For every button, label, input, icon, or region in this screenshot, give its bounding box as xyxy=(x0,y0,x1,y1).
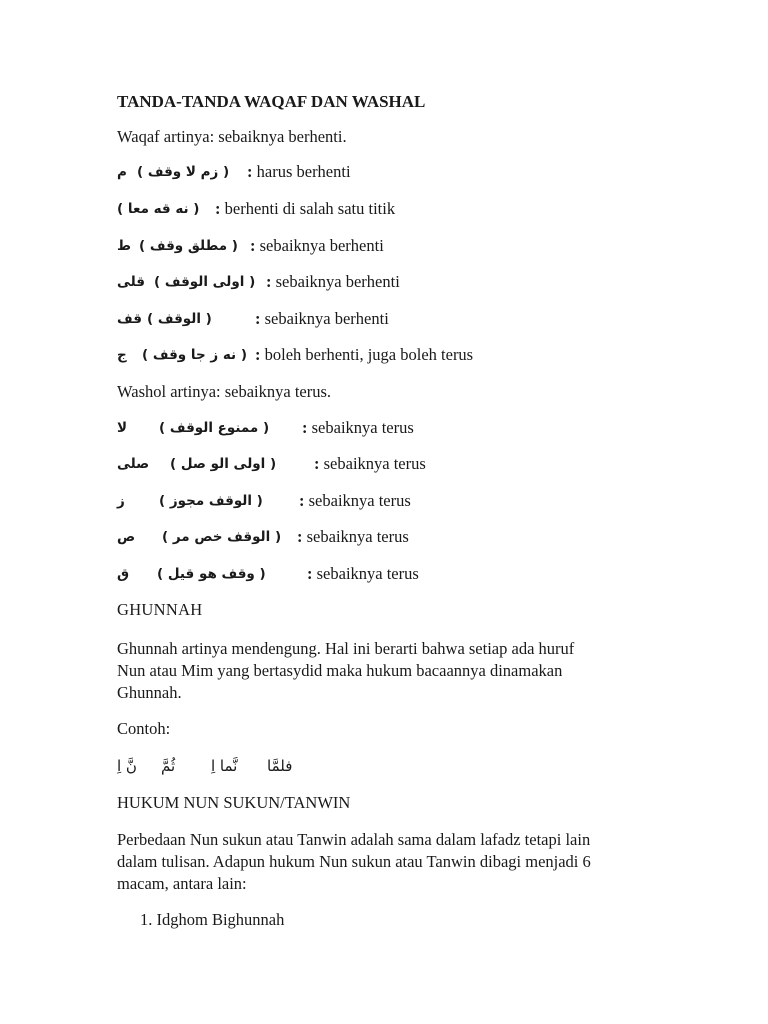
waqaf-symbol: ط xyxy=(117,238,132,254)
colon: : xyxy=(215,199,221,218)
nun-sukun-paragraph xyxy=(117,829,647,895)
waqaf-symbol: قف xyxy=(117,311,142,327)
colon: : xyxy=(255,345,261,364)
waqaf-arabic-term: ( نه قه معا ) xyxy=(117,201,200,217)
waqaf-description: sebaiknya berhenti xyxy=(264,309,389,328)
colon: : xyxy=(247,162,253,181)
waqaf-description: sebaiknya berhenti xyxy=(259,236,384,255)
paragraph-line: Ghunnah. xyxy=(117,683,182,702)
waqaf-symbol: قلى xyxy=(117,274,146,290)
paragraph-line: Ghunnah artinya mendengung. Hal ini berarti bahwa setiap ada huruf xyxy=(117,639,575,658)
waqaf-row xyxy=(117,235,657,257)
washol-symbol: ص xyxy=(117,529,136,545)
paragraph-line: macam, antara lain: xyxy=(117,874,247,893)
waqaf-description: berhenti di salah satu titik xyxy=(224,199,396,218)
colon: : xyxy=(314,454,320,473)
waqaf-description: harus berhenti xyxy=(256,162,351,181)
nun-sukun-heading: HUKUM NUN SUKUN/TANWIN xyxy=(117,793,351,812)
washol-row xyxy=(117,490,657,512)
waqaf-arabic-term: ( مطلق وقف ) xyxy=(139,238,238,254)
waqaf-symbol: ج xyxy=(117,347,127,363)
waqaf-arabic-term: ( اولى الوقف ) xyxy=(154,274,256,290)
contoh-label: Contoh: xyxy=(117,719,171,738)
washol-arabic-term: ( ممنوع الوقف ) xyxy=(159,420,270,436)
colon: : xyxy=(266,272,272,291)
contoh-example: نَّ اِ xyxy=(117,757,137,775)
washol-row xyxy=(117,563,657,585)
waqaf-row xyxy=(117,344,657,366)
waqaf-arabic-term: ( زم لا وقف ) xyxy=(137,164,230,180)
colon: : xyxy=(297,527,303,546)
washol-description: sebaiknya terus xyxy=(323,454,426,473)
washol-symbol: ز xyxy=(117,493,125,509)
colon: : xyxy=(255,309,261,328)
contoh-examples xyxy=(117,754,317,778)
waqaf-symbol: م xyxy=(117,164,127,180)
washol-arabic-term: ( وقف هو قيل ) xyxy=(157,566,266,582)
washol-row xyxy=(117,417,657,439)
waqaf-arabic-term: ( نه ز جا وقف ) xyxy=(142,347,247,363)
paragraph-line: Perbedaan Nun sukun atau Tanwin adalah sama dalam lafadz tetapi lain xyxy=(117,830,591,849)
contoh-example: ثُمَّ xyxy=(161,757,176,775)
washol-description: sebaiknya terus xyxy=(306,527,409,546)
waqaf-row xyxy=(117,161,657,183)
waqaf-intro: Waqaf artinya: sebaiknya berhenti. xyxy=(117,127,347,146)
washol-symbol: صلى xyxy=(117,456,150,472)
waqaf-description: boleh berhenti, juga boleh terus xyxy=(264,345,474,364)
waqaf-arabic-term: ( الوقف ) xyxy=(147,311,212,327)
washol-row xyxy=(117,526,657,548)
contoh-example: نَّما اِ xyxy=(211,757,238,775)
washol-row xyxy=(117,453,657,475)
washol-arabic-term: ( الوقف خص مر ) xyxy=(162,529,282,545)
washol-description: sebaiknya terus xyxy=(311,418,414,437)
washol-arabic-term: ( اولى الو صل ) xyxy=(170,456,277,472)
ghunnah-heading: GHUNNAH xyxy=(117,600,203,619)
colon: : xyxy=(299,491,305,510)
contoh-example: فلمَّا xyxy=(267,757,293,775)
waqaf-row xyxy=(117,271,657,293)
paragraph-line: Nun atau Mim yang bertasydid maka hukum bacaannya dinamakan xyxy=(117,661,563,680)
waqaf-row xyxy=(117,198,657,220)
ghunnah-paragraph xyxy=(117,638,647,704)
washol-symbol: لا xyxy=(117,420,128,436)
washol-arabic-term: ( الوقف مجوز ) xyxy=(159,493,263,509)
washol-symbol: ق xyxy=(117,566,130,582)
washol-description: sebaiknya terus xyxy=(308,491,411,510)
waqaf-description: sebaiknya berhenti xyxy=(275,272,400,291)
colon: : xyxy=(250,236,256,255)
page-title: TANDA-TANDA WAQAF DAN WASHAL xyxy=(117,92,426,111)
washol-intro: Washol artinya: sebaiknya terus. xyxy=(117,382,332,401)
colon: : xyxy=(302,418,308,437)
washol-description: sebaiknya terus xyxy=(316,564,419,583)
list-item: 1. Idghom Bighunnah xyxy=(140,910,285,929)
paragraph-line: dalam tulisan. Adapun hukum Nun sukun atau Tanwin dibagi menjadi 6 xyxy=(117,852,591,871)
waqaf-row xyxy=(117,308,657,330)
colon: : xyxy=(307,564,313,583)
